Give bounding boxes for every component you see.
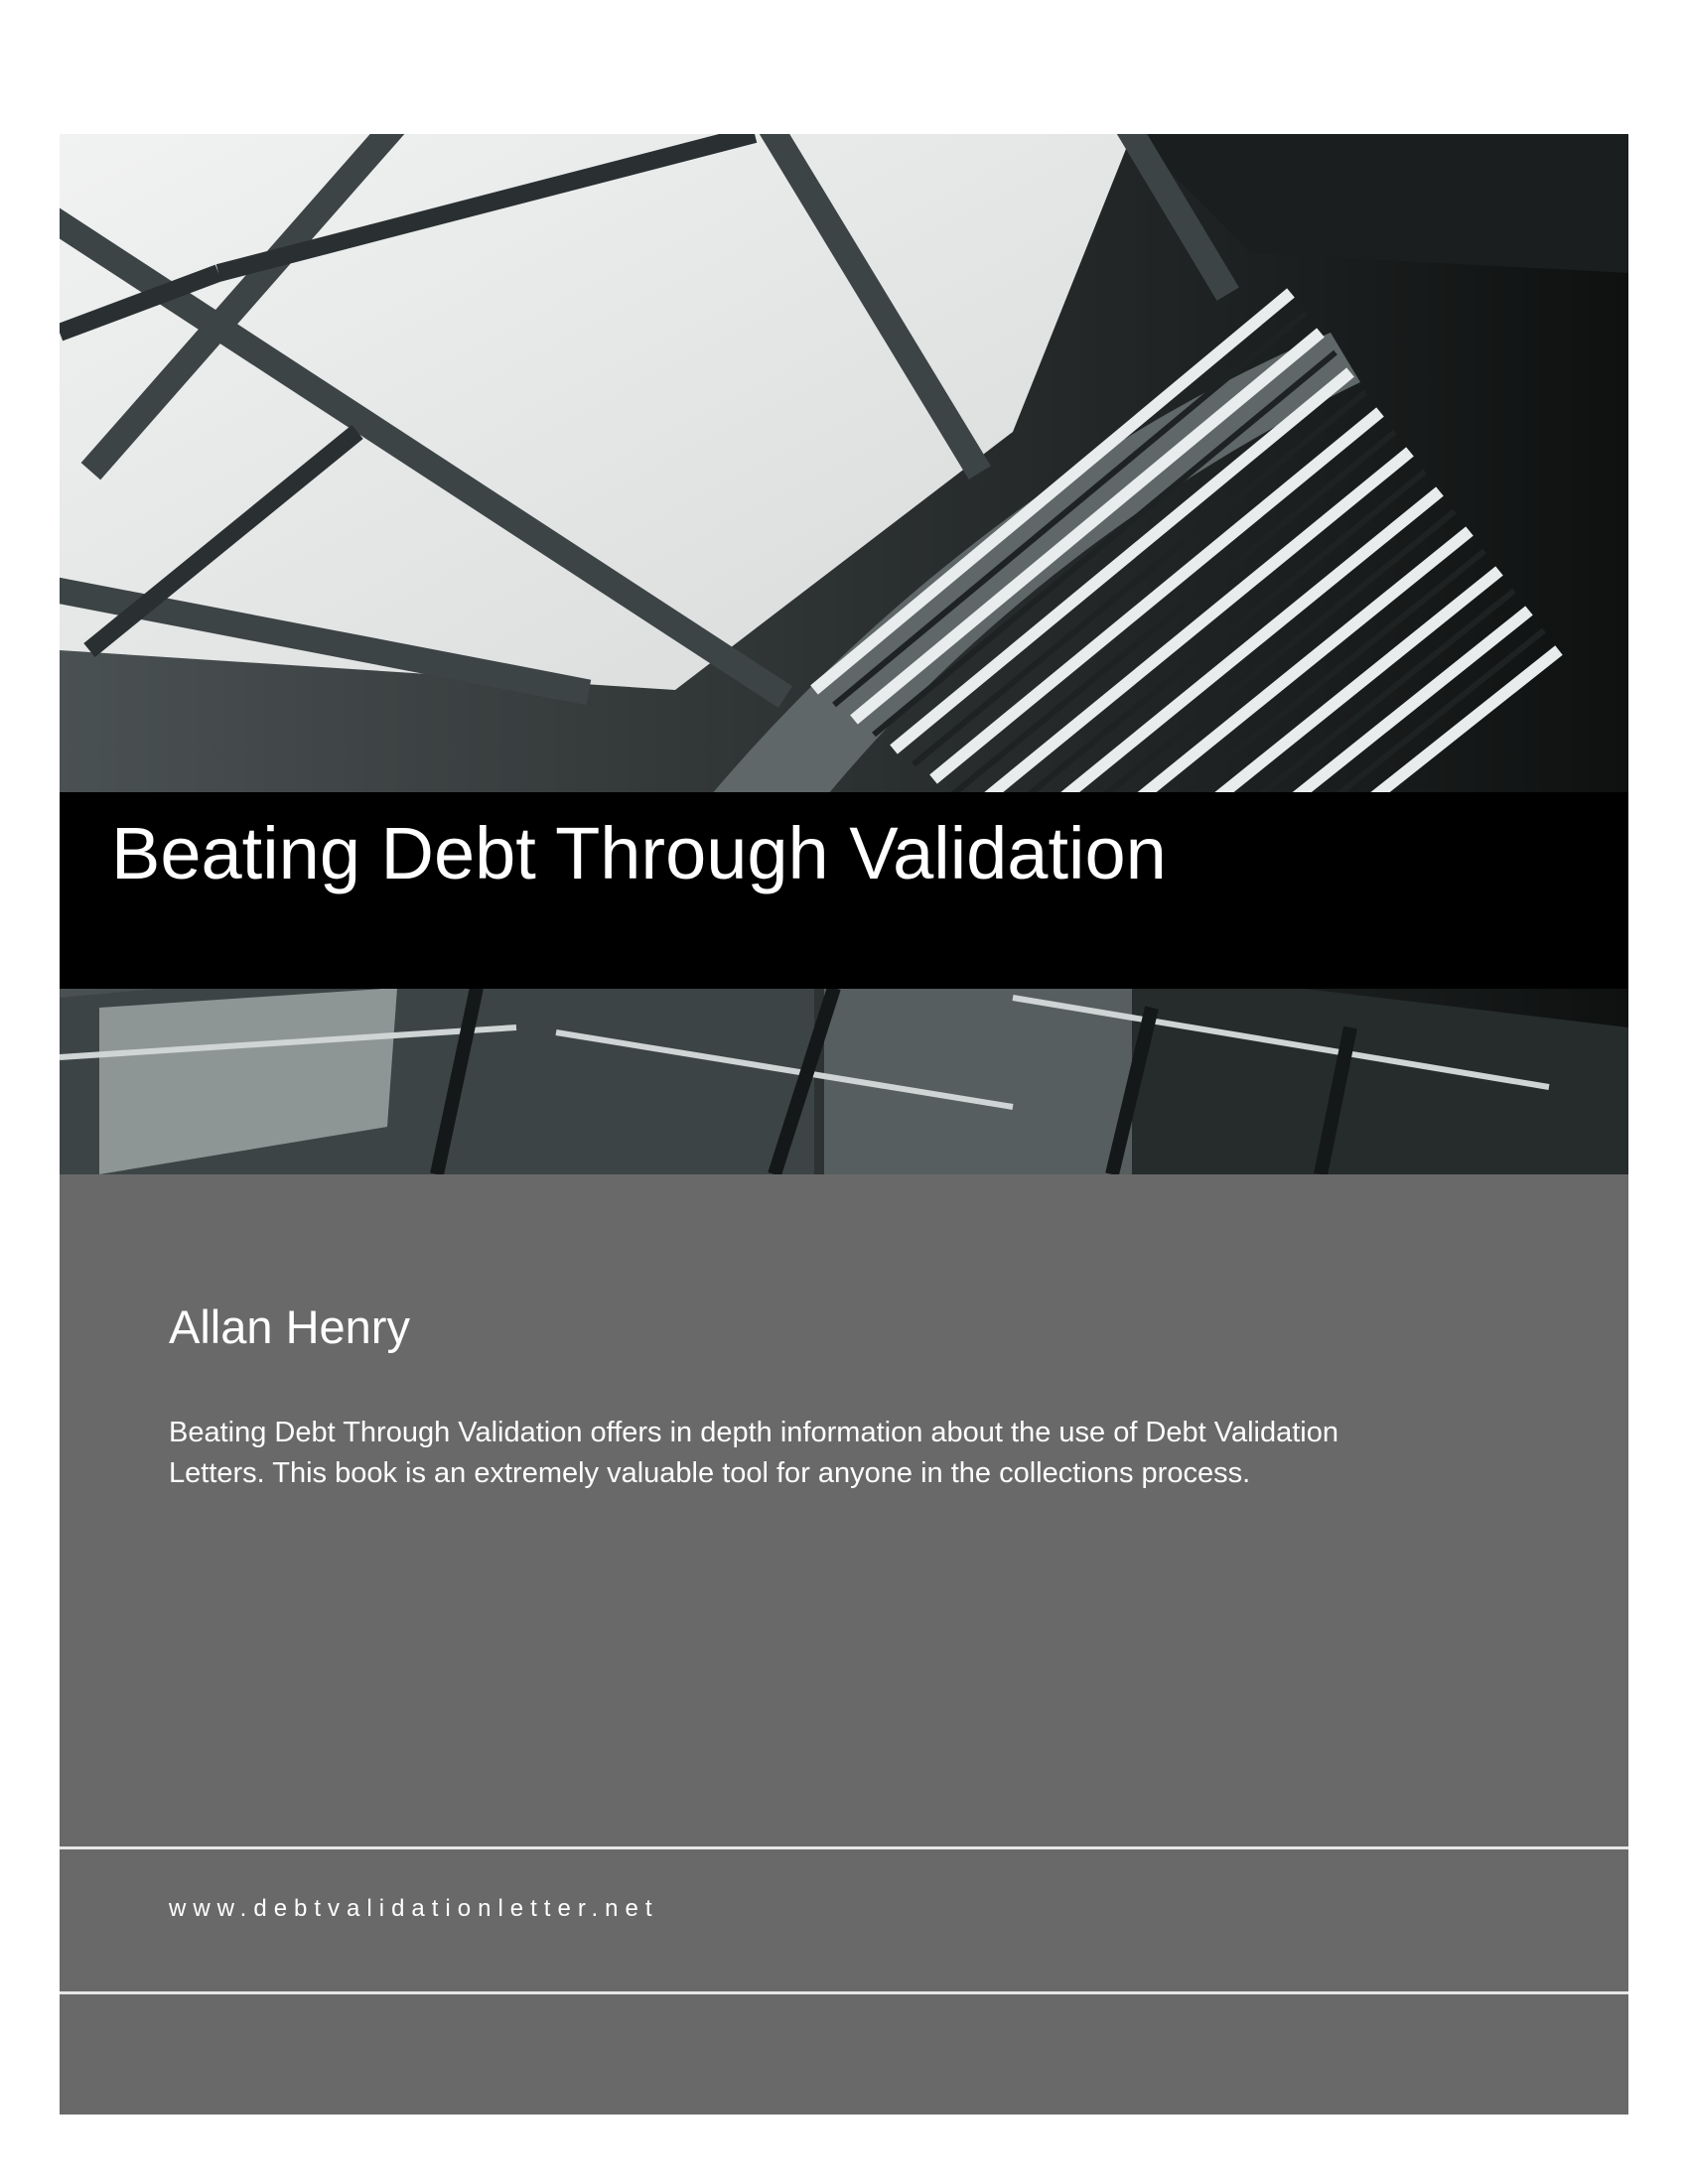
author-name: Allan Henry bbox=[169, 1300, 410, 1353]
divider-top bbox=[60, 1846, 1628, 1849]
divider-bottom bbox=[60, 1991, 1628, 1994]
book-title: Beating Debt Through Validation bbox=[111, 812, 1167, 894]
architecture-skylight-photo bbox=[60, 134, 1628, 1174]
book-description: Beating Debt Through Validation offers in depth information about the use of Debt Validation Letters. This book is an extremely valuable tool for anyone in the collections process. bbox=[169, 1417, 1338, 1489]
info-panel bbox=[60, 1174, 1628, 2115]
website-url: www.debtvalidationletter.net bbox=[169, 1895, 659, 1922]
title-band bbox=[60, 792, 1628, 989]
cover-photo bbox=[60, 134, 1628, 1174]
